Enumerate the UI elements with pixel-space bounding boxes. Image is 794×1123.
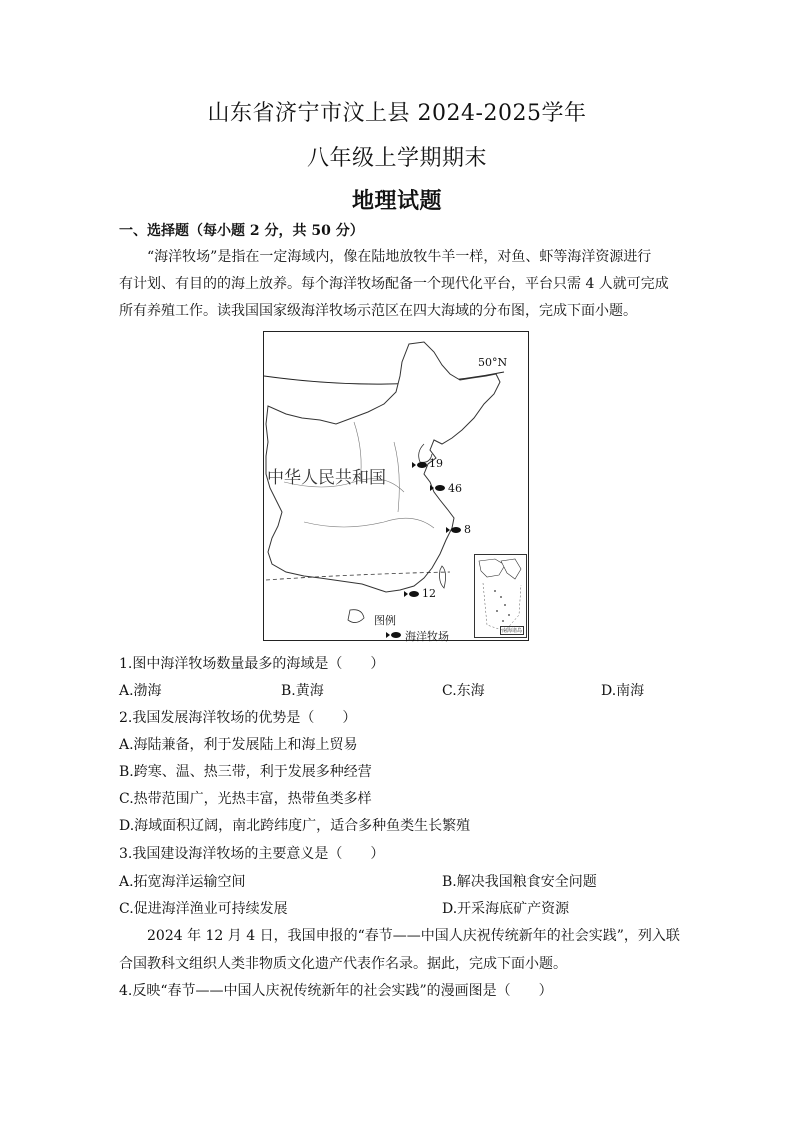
south-china-sea-inset [474,554,527,638]
q2-option-c[interactable]: C.热带范围广，光热丰富，热带鱼类多样 [119,791,372,807]
ocean-ranch-map [263,331,529,641]
q2-option-a[interactable]: A.海陆兼备，利于发展陆上和海上贸易 [119,737,358,753]
intro-line-1: “海洋牧场”是指在一定海域内，像在陆地放牧牛羊一样，对鱼、虾等海洋资源进行 [147,249,652,265]
intro-line-2: 有计划、有目的的海上放养。每个海洋牧场配备一个现代化平台，平台只需 4 人就可完成 [119,276,669,292]
count-huanghai: 46 [448,482,462,495]
q1-option-a[interactable]: A.渤海 [119,683,162,699]
title-line-3: 地理试题 [351,188,442,214]
q1-option-c[interactable]: C.东海 [442,683,485,699]
legend-title: 图例 [374,614,396,627]
question-3-stem: 3.我国建设海洋牧场的主要意义是（ ） [119,846,385,862]
passage2-line-2: 合国教科文组织人类非物质文化遗产代表作名录。据此，完成下面小题。 [119,956,567,972]
country-label: 中华人民共和国 [267,468,386,488]
q2-option-b[interactable]: B.跨寒、温、热三带，利于发展多种经营 [119,764,372,780]
q1-option-b[interactable]: B.黄海 [281,683,324,699]
intro-line-3: 所有养殖工作。读我国国家级海洋牧场示范区在四大海域的分布图，完成下面小题。 [119,303,637,319]
q3-option-a[interactable]: A.拓宽海洋运输空间 [119,874,246,890]
count-donghai: 8 [464,523,471,536]
q3-option-c[interactable]: C.促进海洋渔业可持续发展 [119,901,288,917]
count-bohai: 19 [429,457,443,470]
passage2-line-1: 2024 年 12 月 4 日，我国申报的“春节——中国人庆祝传统新年的社会实践”，列入联 [147,928,680,944]
title-line-1: 山东省济宁市汶上县 2024-2025学年 [207,101,587,126]
legend-fish-icon [386,632,401,638]
inset-label: 南海诸岛 [501,628,522,634]
inset-map [475,555,526,637]
fish-icon-nanhai [404,591,419,597]
q3-option-d[interactable]: D.开采海底矿产资源 [442,901,570,917]
q1-option-d[interactable]: D.南海 [601,683,645,699]
section-heading: 一、选择题（每小题 2 分，共 50 分） [119,223,364,239]
q3-option-b[interactable]: B.解决我国粮食安全问题 [442,874,597,890]
question-2-stem: 2.我国发展海洋牧场的优势是（ ） [119,710,357,726]
latitude-label: 50°N [478,356,508,369]
question-1-stem: 1.图中海洋牧场数量最多的海域是（ ） [119,656,385,672]
legend-item: 海洋牧场 [405,630,449,643]
count-nanhai: 12 [422,587,436,600]
question-4-stem: 4.反映“春节——中国人庆祝传统新年的社会实践”的漫画图是（ ） [119,983,553,999]
title-line-2: 八年级上学期期末 [306,146,487,171]
q2-option-d[interactable]: D.海域面积辽阔，南北跨纬度广，适合多种鱼类生长繁殖 [119,818,471,834]
